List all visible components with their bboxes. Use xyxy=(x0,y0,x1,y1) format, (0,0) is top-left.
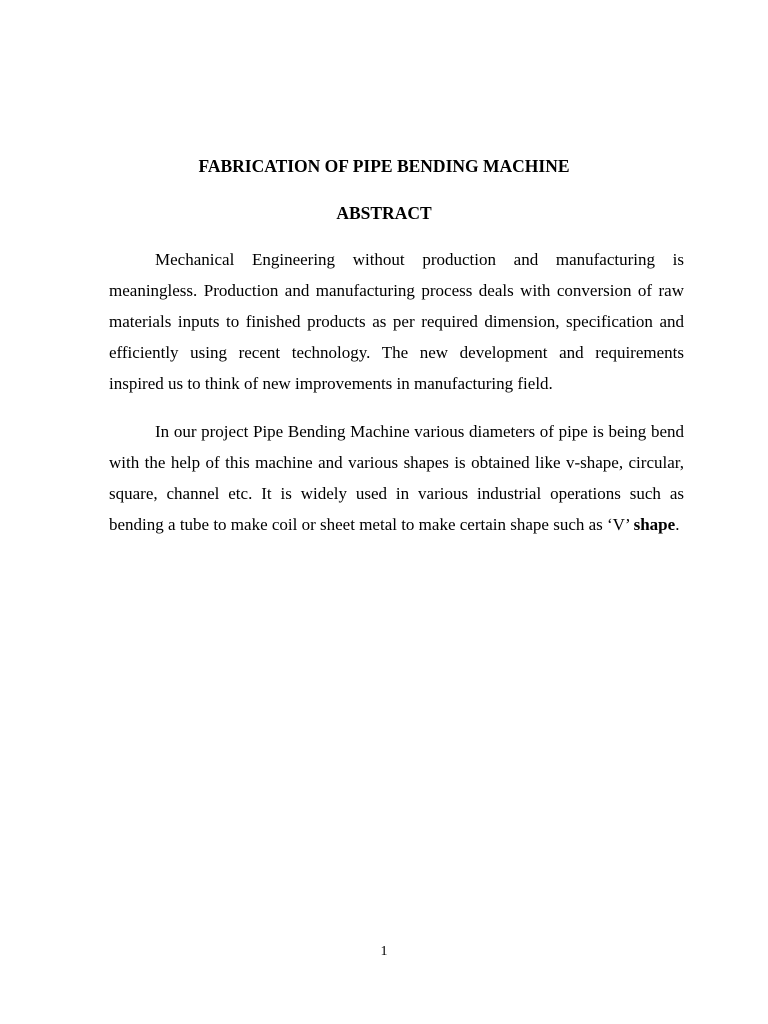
paragraph-2-end: . xyxy=(675,515,680,534)
page-number: 1 xyxy=(380,944,388,959)
abstract-paragraph-1: Mechanical Engineering without production and manufacturing is meaningless. Production and manufacturing process deals with conversion of raw materials inputs to finished products as per required dimension, specification and efficiently using recent technology. The new development and requirements inspired us to think of new improvements in manufacturing field. xyxy=(109,250,684,393)
document-title: FABRICATION OF PIPE BENDING MACHINE xyxy=(198,156,570,176)
abstract-paragraph-2 xyxy=(109,416,684,540)
paragraph-2-text: In our project Pipe Bending Machine various diameters of pipe is being bend with the help of this machine and various shapes is obtained like v-shape, circular, square, channel etc. It is widely used in various industrial operations such as bending a tube to make coil or sheet metal to make certain shape such as ‘V’ xyxy=(109,422,684,534)
section-heading-abstract: ABSTRACT xyxy=(336,203,432,223)
paragraph-2-bold-text: shape xyxy=(633,515,676,534)
